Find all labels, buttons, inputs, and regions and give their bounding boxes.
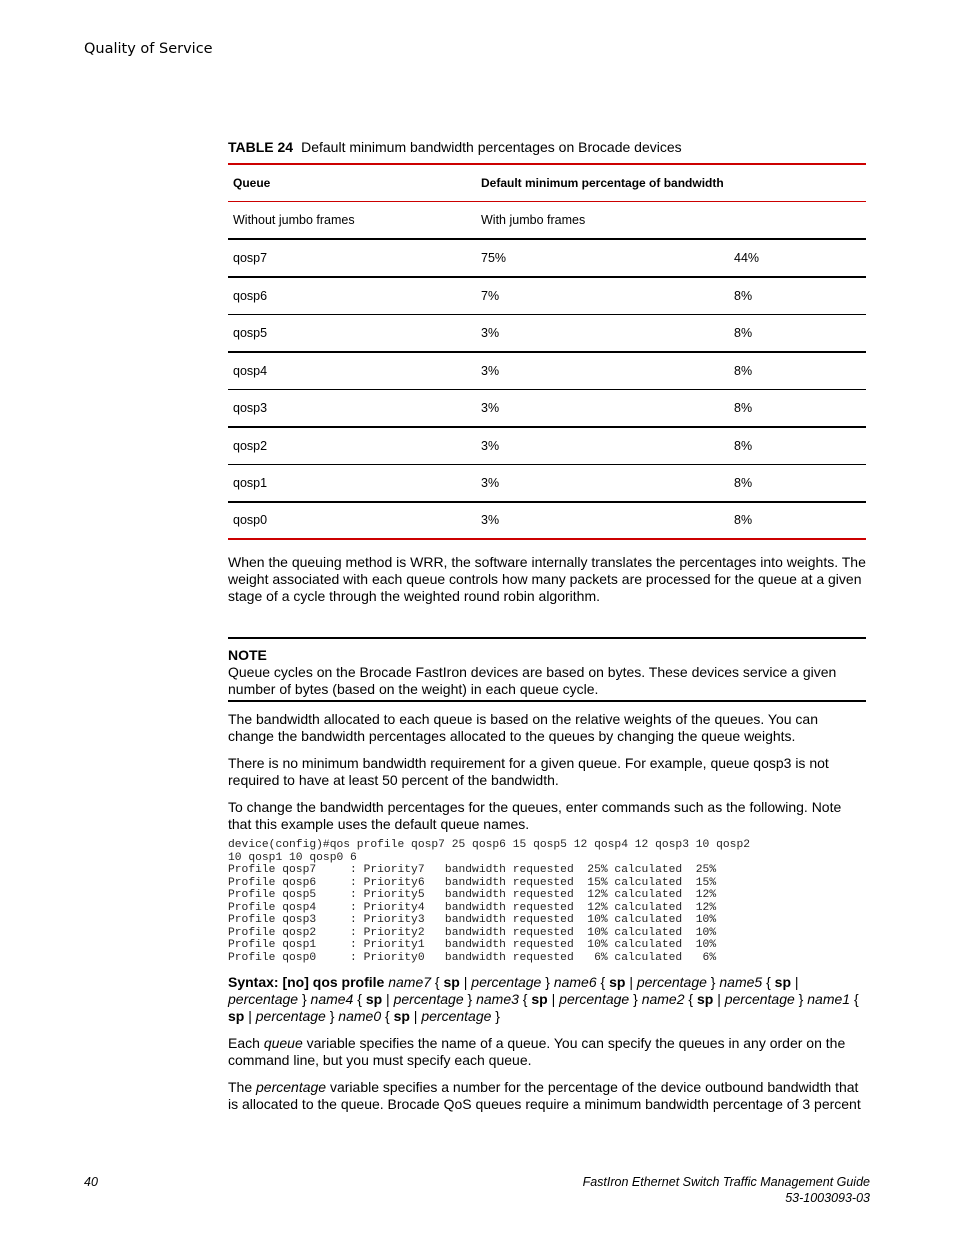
table-header-cell: Queue [233, 176, 271, 190]
table-cell: 8% [734, 325, 753, 340]
minimum-paragraph: There is no minimum bandwidth requirement for a given queue. For example, queue qosp3 is not required to have at least 50 percent of the bandwidth. [228, 755, 829, 788]
table-row [228, 239, 866, 277]
table-row [228, 389, 866, 427]
footer-doc-info [583, 1175, 870, 1206]
table-cell: 3% [481, 400, 500, 415]
table-row [228, 464, 866, 502]
table-cell: qosp7 [233, 250, 268, 265]
table-cell: 44% [734, 250, 760, 265]
table-cell: qosp6 [233, 288, 268, 303]
table-cell: 8% [734, 400, 753, 415]
table-row [228, 314, 866, 352]
queue-variable-paragraph: Each queue variable specifies the name of a queue. You can specify the queues in any order on the command line, but you must specify each queue. [228, 1035, 846, 1068]
table-header-cell: Default minimum percentage of bandwidth [481, 176, 724, 190]
table-header-row [228, 164, 866, 202]
table-row [228, 277, 866, 315]
percentage-variable: percentage [256, 1079, 327, 1095]
table-cell: Without jumbo frames [233, 213, 355, 227]
cli-command: device(config)#qos profile qosp7 25 qosp6 15 qosp5 12 qosp4 12 qosp3 10 qosp2 10 qosp1 10 qosp0 6 [228, 839, 751, 864]
queue-variable: queue [263, 1035, 303, 1051]
guide-title: FastIron Ethernet Switch Traffic Management Guide [582, 1175, 870, 1189]
table-cell: 8% [734, 288, 753, 303]
note-title: NOTE [228, 647, 267, 663]
table-cell: 3% [481, 513, 500, 528]
change-paragraph: To change the bandwidth percentages for the queues, enter commands such as the following. Note that this example uses the default queue names. [228, 799, 842, 832]
doc-number: 53-1003093-03 [785, 1190, 870, 1205]
table-cell: qosp5 [233, 325, 268, 340]
table-cell: 3% [481, 438, 500, 453]
table-cell: qosp3 [233, 400, 268, 415]
running-header: Quality of Service [84, 41, 213, 57]
table-cell: 8% [734, 363, 753, 378]
table-number: TABLE 24 [228, 139, 294, 155]
table-cell: qosp4 [233, 363, 268, 378]
table-cell: qosp1 [233, 475, 268, 490]
table-cell: With jumbo frames [481, 213, 586, 227]
note-text: Queue cycles on the Brocade FastIron devices are based on bytes. These devices service a given number of bytes (based on the weight) in each queue cycle. [228, 664, 837, 697]
note-box [228, 637, 866, 702]
cli-output: Profile qosp7 : Priority7 bandwidth requested 25% calculated 25% Profile qosp6 : Priority6 bandwidth requested 15% calculated 15% Profile qosp5 : Priority5 bandwidth requested 12% calculated 12% Profile qosp4 : Priority4 bandwidth requested 12% calculated 12% Profile qosp3 : Priority3 bandwidth requested 10% calculated 10% Profile qosp2 : Priority2 bandwidth requested 10% calculated 10% Profile qosp1 : Priority1 bandwidth requested 10% calculated 10% Profile qosp0 : Priority0 bandwidth requested 6% calculated 6% [228, 864, 717, 964]
table-row [228, 427, 866, 465]
table-subheader-row [228, 202, 866, 240]
table-row [228, 352, 866, 390]
bandwidth-table [228, 163, 866, 540]
table-cell: 8% [734, 438, 753, 453]
table-cell: qosp0 [233, 513, 268, 528]
table-cell: 3% [481, 325, 500, 340]
syntax-prefix: Syntax: [no] qos profile [228, 974, 385, 990]
page-number: 40 [84, 1175, 98, 1189]
table-cell: 8% [734, 475, 753, 490]
table-cell: 75% [481, 250, 507, 265]
table-caption [228, 138, 866, 156]
syntax-line: Syntax: [no] qos profile name7 { sp | percentage } name6 { sp | percentage } name5 { sp | percentage } name4 { sp | percentage } name3 { sp | percentage } name2 { sp | percentage } name1 { sp | percentage } name0 { sp | percentage } [228, 974, 859, 1024]
bandwidth-paragraph: The bandwidth allocated to each queue is based on the relative weights of the queues. You can change the bandwidth percentages allocated to the queues by changing the queue weights. [228, 711, 818, 744]
wrr-paragraph: When the queuing method is WRR, the software internally translates the percentages into weights. The weight associated with each queue controls how many packets are processed for the queue at a given stage of a cycle through the weighted round robin algorithm. [228, 554, 866, 604]
table-row [228, 502, 866, 540]
table-title: Default minimum bandwidth percentages on Brocade devices [301, 139, 682, 155]
table-cell: qosp2 [233, 438, 268, 453]
percentage-variable-paragraph: The percentage variable specifies a number for the percentage of the device outbound bandwidth that is allocated to the queue. Brocade QoS queues require a minimum bandwidth percentage of 3 percent [228, 1079, 861, 1112]
table-cell: 7% [481, 288, 500, 303]
page-content [228, 138, 866, 1113]
table-cell: 3% [481, 475, 500, 490]
table-cell: 8% [734, 513, 753, 528]
table-cell: 3% [481, 363, 500, 378]
